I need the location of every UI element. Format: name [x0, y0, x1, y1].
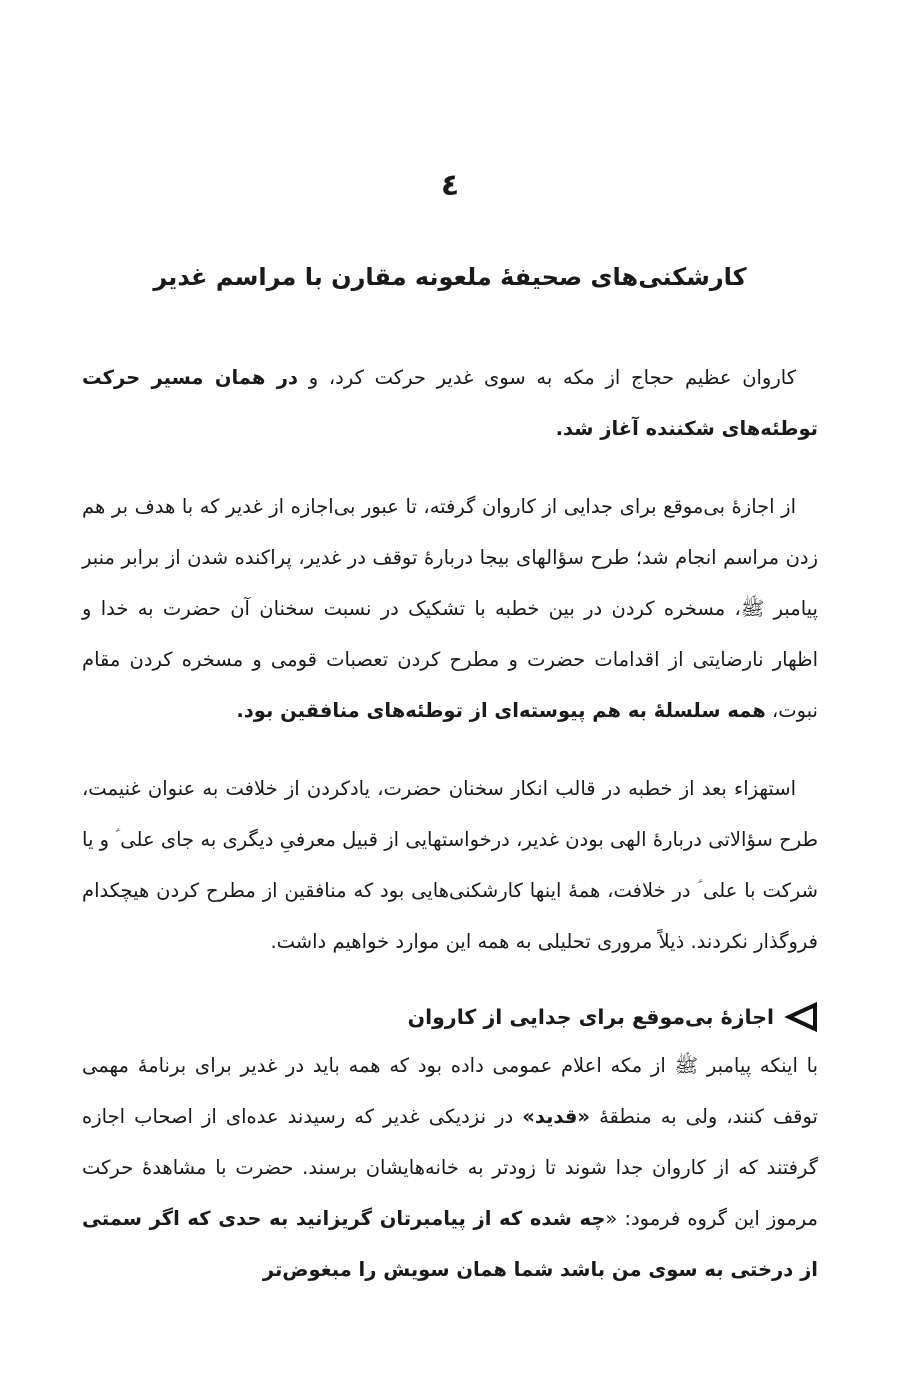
body-text: [82, 352, 818, 1322]
section-heading-text: اجازهٔ بی‌موقع برای جدایی از کاروان: [407, 1005, 774, 1029]
chapter-title: کارشکنی‌های صحیفهٔ ملعونه مقارن با مراسم غدیر: [153, 263, 747, 291]
paragraph-2: [82, 481, 818, 736]
section-paragraph-bold-quote: چه شده که از پیامبرتان گریزانید به حدی که اگر سمتی از درختی به سوی من باشد شما همان سویش را مبغوض‌تر: [82, 1207, 818, 1281]
section-paragraph-bold-place: «قدید»: [522, 1105, 591, 1128]
chapter-number: ٤: [440, 168, 460, 203]
book-page: [82, 0, 818, 1393]
section-paragraph-text-2: در نزدیکی غدیر که رسیدند عده‌ای از اصحاب اجازه گرفتند که از کاروان جدا شوند تا زودتر به خانه‌هایشان برسند. حضرت با مشاهدهٔ حرکت مرموز این گروه فرمود: «: [82, 1105, 818, 1230]
paragraph-1-text: کاروان عظیم حجاج از مکه به سوی غدیر حرکت کرد، و: [297, 366, 796, 389]
paragraph-1-bold-text: در همان مسیر حرکت توطئه‌های شکننده آغاز شد.: [82, 366, 818, 440]
section-paragraph: [82, 1040, 818, 1295]
section-paragraph-text-1: با اینکه پیامبر ﷺ از مکه اعلام عمومی داده بود که همه باید در غدیر برای برنامهٔ مهمی توقف کنند، ولی به منطقهٔ: [82, 1054, 818, 1128]
triangle-marker-icon: [784, 1001, 818, 1033]
paragraph-1: [82, 352, 818, 454]
section-heading: [82, 994, 818, 1040]
paragraph-2-text: از اجازهٔ بی‌موقع برای جدایی از کاروان گرفته، تا عبور بی‌اجازه از غدیر که با هدف بر هم زدن مراسم انجام شد؛ طرح سؤالهای بیجا دربارهٔ توقف در غدیر، پراکنده شدن از برابر منبر پیامبر ﷺ، مسخره کردن در بین خطبه با تشکیک در نسبت سخنان آن حضرت به خدا و اظهار نارضایتی از اقدامات حضرت و مطرح کردن تعصبات قومی و مسخره کردن مقام نبوت،: [82, 495, 818, 722]
paragraph-3-text: استهزاء بعد از خطبه در قالب انکار سخنان حضرت، یادکردن از خلافت به عنوان غنیمت، طرح سؤالاتی دربارهٔ الهی بودن غدیر، درخواستهایی از قبیل معرفیِ دیگری به جای علی ؑ و یا شرکت با علی ؑ در خلافت، همهٔ اینها کارشکنی‌هایی بود که منافقین از مطرح کردن هیچکدام فروگذار نکردند. ذیلاً مروری تحلیلی به همه این موارد خواهیم داشت.: [82, 777, 818, 953]
paragraph-3: [82, 763, 818, 967]
paragraph-2-bold-text: همه سلسلهٔ به هم پیوسته‌ای از توطئه‌های منافقین بود.: [236, 699, 766, 722]
